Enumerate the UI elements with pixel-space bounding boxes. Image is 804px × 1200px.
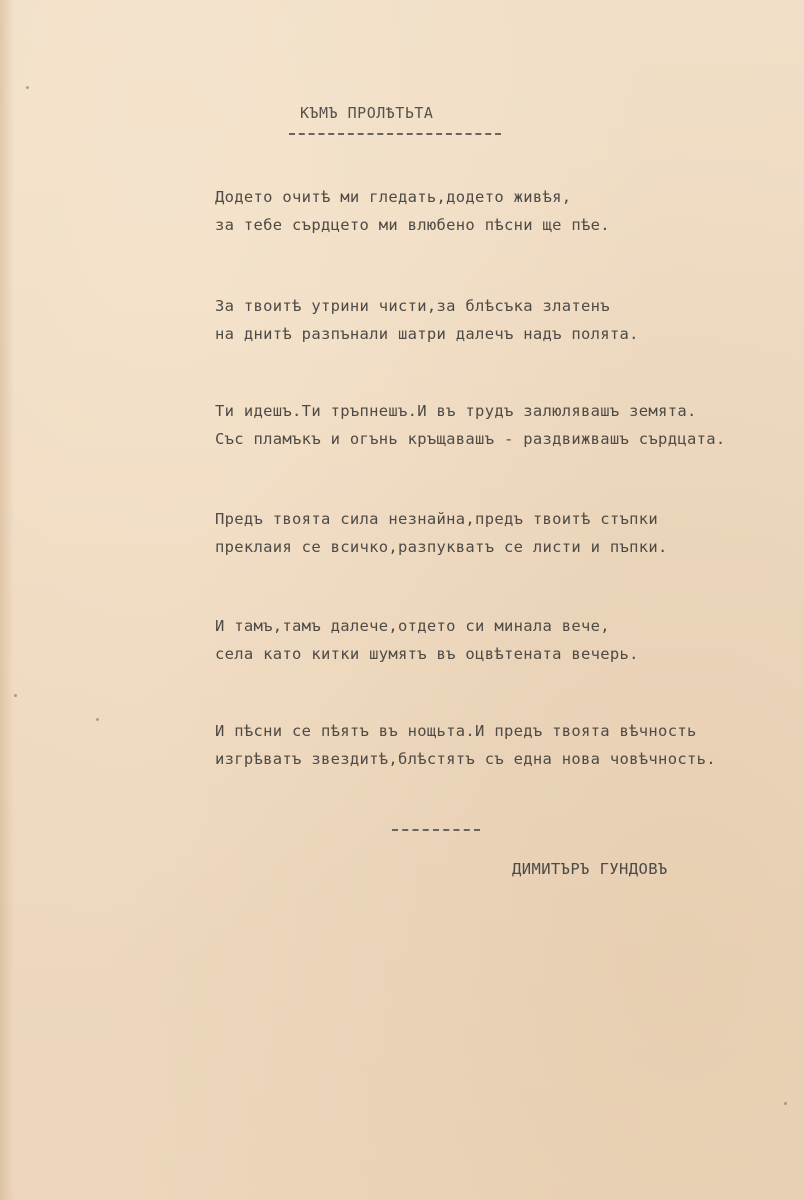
paper-edge-shadow [0,0,14,1200]
title-underline [289,133,501,135]
stanza-6-line-2: изгрѣватъ звездитѣ,блѣстятъ съ една нова човѣчность. [215,750,716,768]
stanza-6-line-1: И пѣсни се пѣятъ въ нощьта.И предъ твоята вѣчность [215,722,697,740]
paper-speck [26,86,29,89]
stanza-5 [215,612,804,668]
stanza-3-line-2: Със пламъкъ и огънь кръщавашъ - раздвижвашъ сърдцата. [215,430,726,448]
stanza-1-line-1: Додето очитѣ ми гледать,додето живѣя, [215,188,572,206]
paper-speck [784,1102,787,1105]
stanza-4 [215,505,804,561]
stanza-5-line-2: села като китки шумятъ въ оцвѣтената вечерь. [215,645,639,663]
stanza-2-line-1: За твоитѣ утрини чисти,за блѣсъка златенъ [215,297,610,315]
stanza-2-line-2: на днитѣ разпънали шатри далечъ надъ полята. [215,325,639,343]
stanza-6 [215,717,804,773]
poem-title: КЪМЪ ПРОЛѢТЬТА [300,104,434,122]
stanza-4-line-1: Предъ твоята сила незнайна,предъ твоитѣ стъпки [215,510,659,528]
stanza-1-line-2: за тебе сърдцето ми влюбено пѣсни ще пѣе. [215,216,610,234]
closing-divider [392,829,480,831]
stanza-3 [215,397,804,453]
stanza-3-line-1: Ти идешъ.Ти тръпнешъ.И въ трудъ залюлявашъ земята. [215,402,697,420]
stanza-2 [215,292,804,348]
stanza-4-line-2: преклаия се всичко,разпукватъ се листи и пъпки. [215,538,668,556]
stanza-1 [215,183,804,239]
paper-speck [14,694,17,697]
stanza-5-line-1: И тамъ,тамъ далече,отдето си минала вече, [215,617,610,635]
author-signature: ДИМИТЪРЪ ГУНДОВЪ [512,860,668,878]
paper-speck [96,718,99,721]
